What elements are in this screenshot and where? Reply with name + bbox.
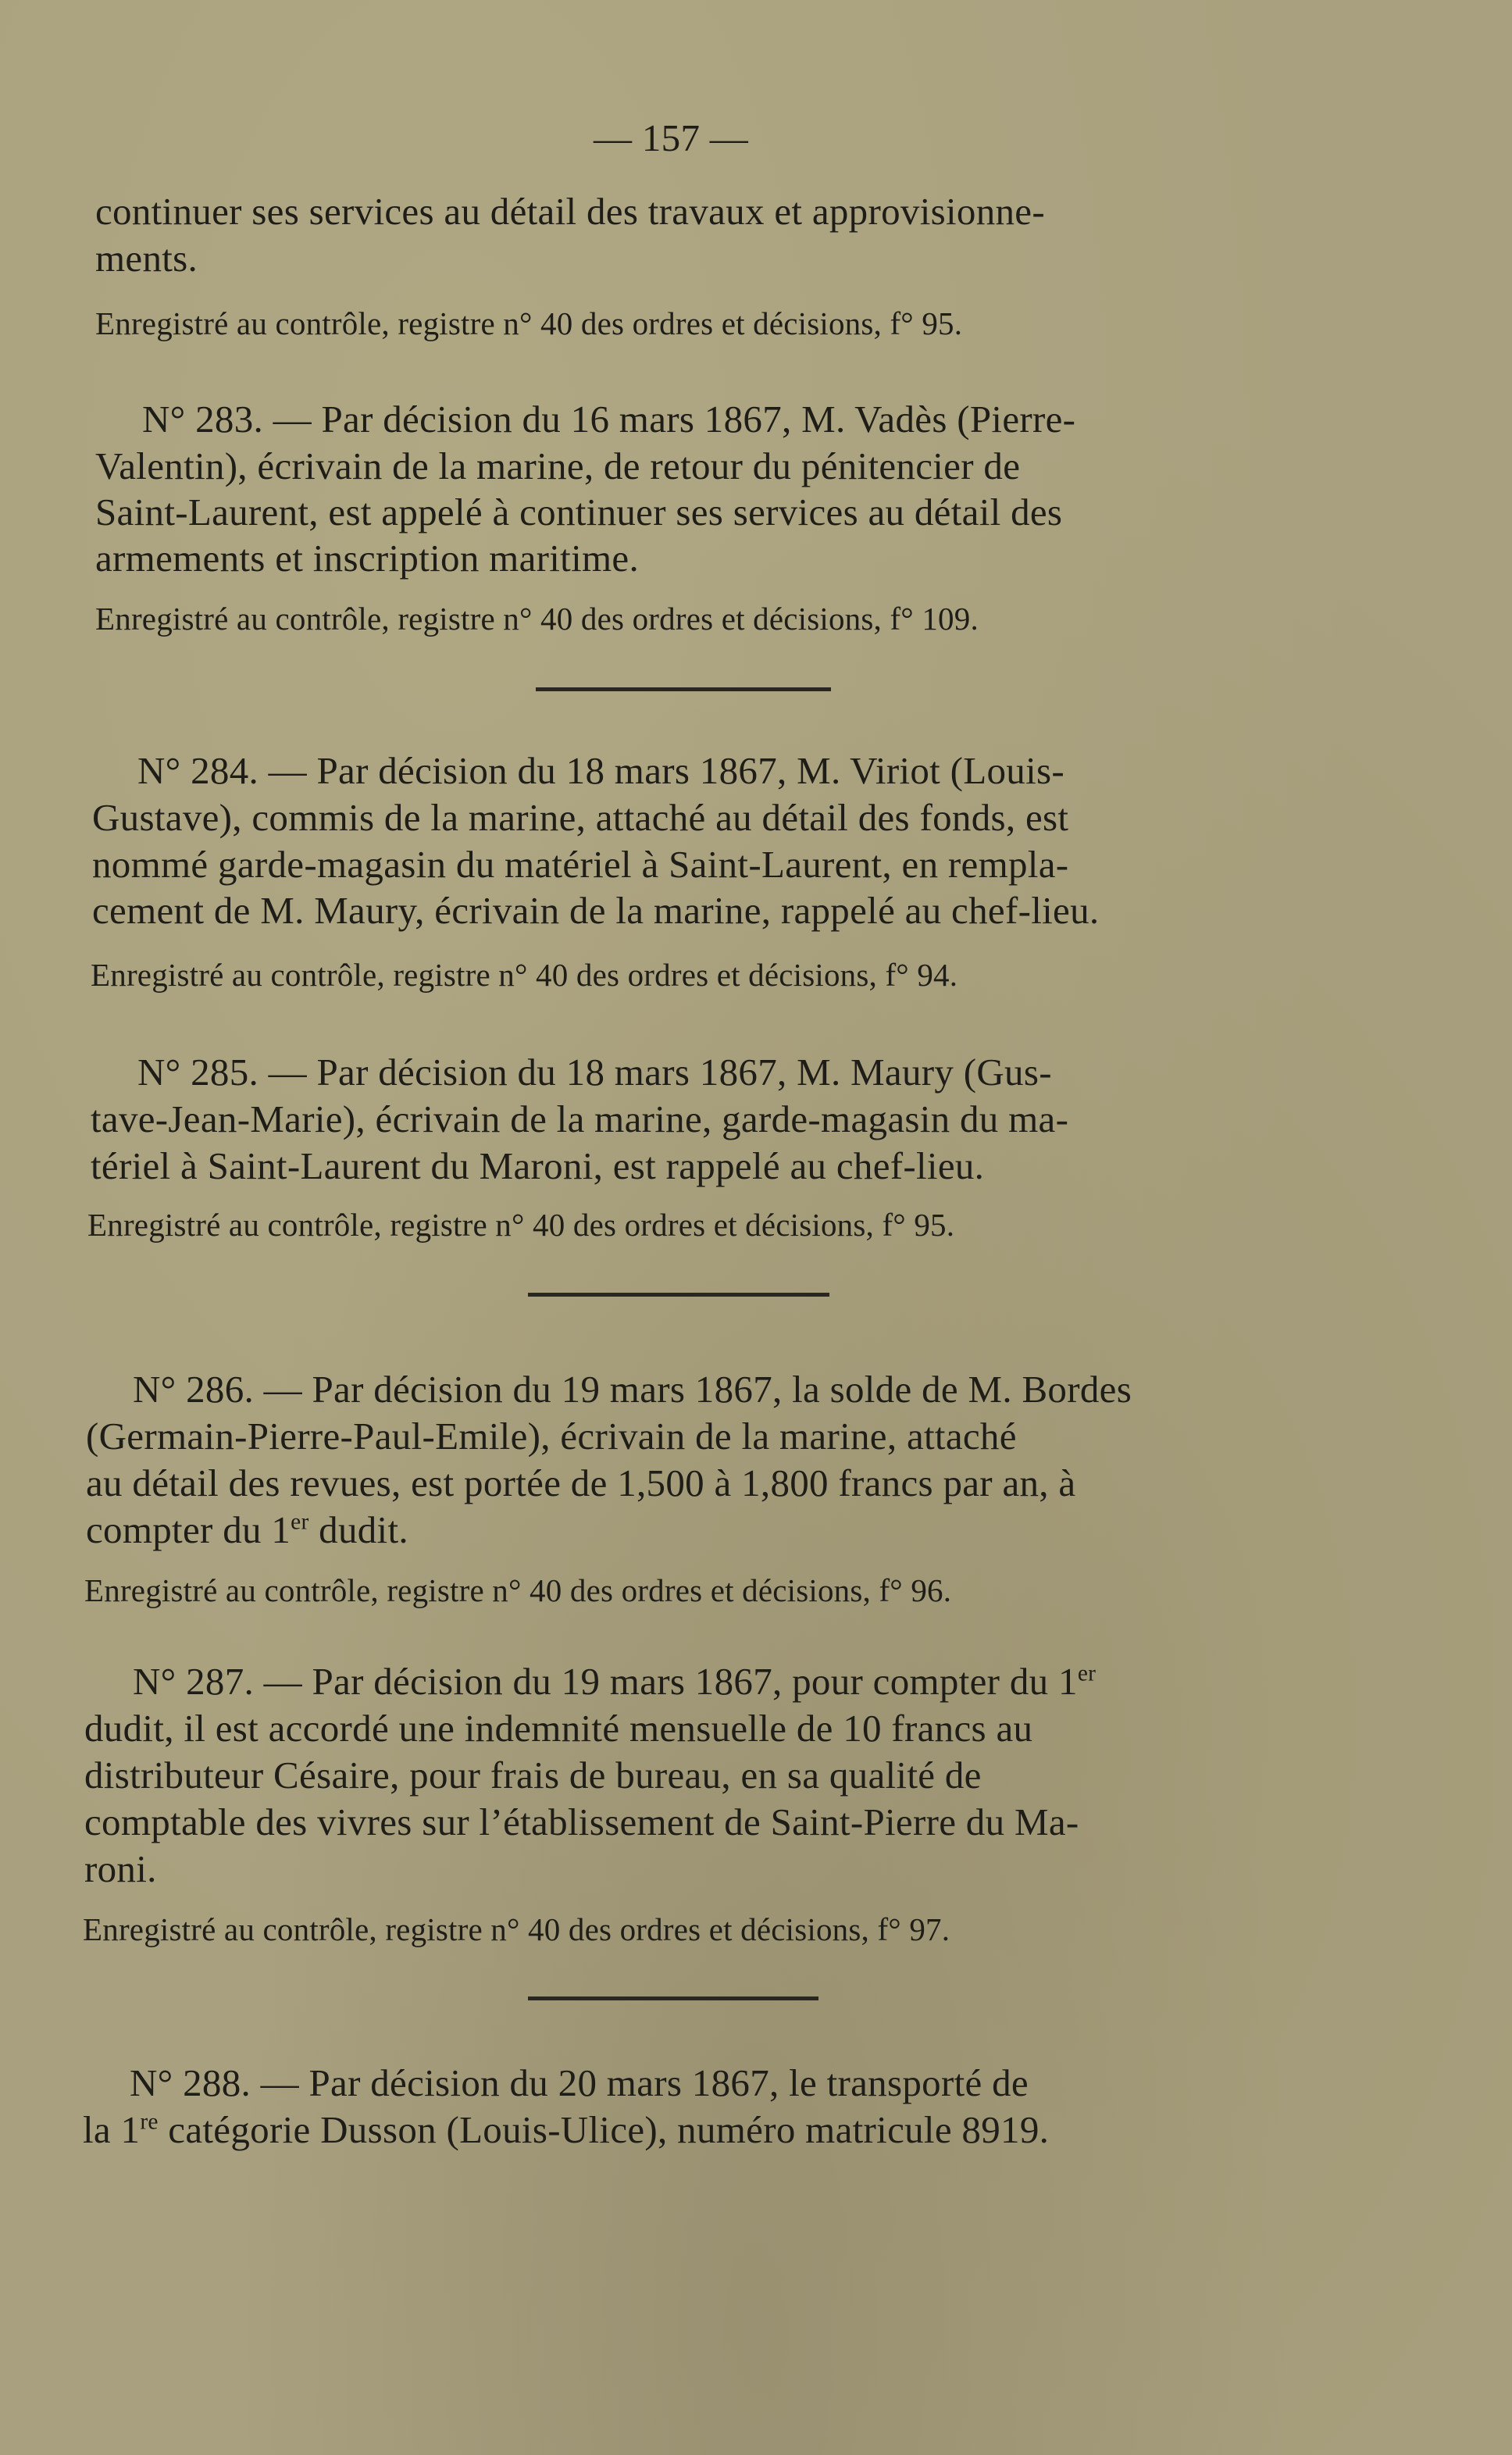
entry-288-line-2	[83, 2107, 1049, 2152]
separator-rule	[536, 687, 831, 691]
entry-284-register: Enregistré au contrôle, registre n° 40 des ordres et décisions, f° 94.	[91, 957, 958, 993]
entry-283-line-3: Saint-Laurent, est appelé à continuer ses services au détail des	[95, 491, 1063, 533]
entry-283-register: Enregistré au contrôle, registre n° 40 des ordres et décisions, f° 109.	[95, 601, 979, 637]
entry-285-line-3: tériel à Saint-Laurent du Maroni, est rappelé au chef-lieu.	[91, 1144, 985, 1187]
continuation-line-2: ments.	[95, 237, 198, 280]
entry-283-line-1: N° 283. — Par décision du 16 mars 1867, M. Vadès (Pierre-	[142, 398, 1076, 441]
entry-284-line-2: Gustave), commis de la marine, attaché au détail des fonds, est	[92, 796, 1069, 839]
entry-287-line-1-sup: er	[1077, 1661, 1097, 1686]
entry-287-line-1-text: N° 287. — Par décision du 19 mars 1867, pour compter du 1	[133, 1660, 1078, 1703]
entry-287-line-4: comptable des vivres sur l’établissement de Saint-Pierre du Ma-	[84, 1800, 1079, 1843]
entry-283-line-4: armements et inscription maritime.	[95, 537, 640, 580]
entry-286-line-2: (Germain-Pierre-Paul-Emile), écrivain de la marine, attaché	[86, 1415, 1017, 1458]
entry-288-line-1: N° 288. — Par décision du 20 mars 1867, le transporté de	[130, 2061, 1029, 2104]
entry-286-line-3: au détail des revues, est portée de 1,500 à 1,800 francs par an, à	[86, 1461, 1076, 1504]
entry-286-line-4-sup: er	[291, 1509, 309, 1535]
continuation-register: Enregistré au contrôle, registre n° 40 des ordres et décisions, f° 95.	[95, 305, 963, 341]
entry-287-line-3: distributeur Césaire, pour frais de bureau, en sa qualité de	[84, 1754, 982, 1797]
entry-283-line-2: Valentin), écrivain de la marine, de retour du pénitencier de	[95, 444, 1021, 487]
entry-287-line-1	[133, 1659, 1096, 1704]
separator-rule	[528, 1293, 829, 1297]
entry-286-line-4	[86, 1508, 408, 1552]
entry-287-register: Enregistré au contrôle, registre n° 40 des ordres et décisions, f° 97.	[83, 1911, 950, 1947]
entry-285-register: Enregistré au contrôle, registre n° 40 des ordres et décisions, f° 95.	[87, 1207, 955, 1243]
page-number: — 157 —	[594, 116, 749, 159]
entry-288-line-2-b: catégorie Dusson (Louis-Ulice), numéro matricule 8919.	[158, 2108, 1050, 2151]
entry-286-line-1: N° 286. — Par décision du 19 mars 1867, la solde de M. Bordes	[133, 1368, 1132, 1411]
entry-284-line-4: cement de M. Maury, écrivain de la marine, rappelé au chef-lieu.	[92, 889, 1100, 932]
entry-286-register: Enregistré au contrôle, registre n° 40 des ordres et décisions, f° 96.	[84, 1572, 952, 1608]
entry-286-line-4-end: dudit.	[308, 1508, 408, 1551]
entry-285-line-2: tave-Jean-Marie), écrivain de la marine, garde-magasin du ma-	[91, 1097, 1069, 1140]
continuation-line-1: continuer ses services au détail des travaux et approvisionne-	[95, 190, 1045, 233]
entry-285-line-1: N° 285. — Par décision du 18 mars 1867, M. Maury (Gus-	[137, 1051, 1052, 1094]
separator-rule	[528, 1996, 818, 2000]
entry-284-line-1: N° 284. — Par décision du 18 mars 1867, M. Viriot (Louis-	[137, 749, 1064, 792]
entry-287-line-5: roni.	[84, 1847, 157, 1890]
entry-284-line-3: nommé garde-magasin du matériel à Saint-Laurent, en rempla-	[92, 843, 1069, 886]
entry-288-line-2-sup: re	[140, 2109, 159, 2135]
entry-286-line-4-text: compter du 1	[86, 1508, 291, 1551]
entry-287-line-2: dudit, il est accordé une indemnité mensuelle de 10 francs au	[84, 1707, 1033, 1750]
entry-288-line-2-a: la 1	[83, 2108, 141, 2151]
